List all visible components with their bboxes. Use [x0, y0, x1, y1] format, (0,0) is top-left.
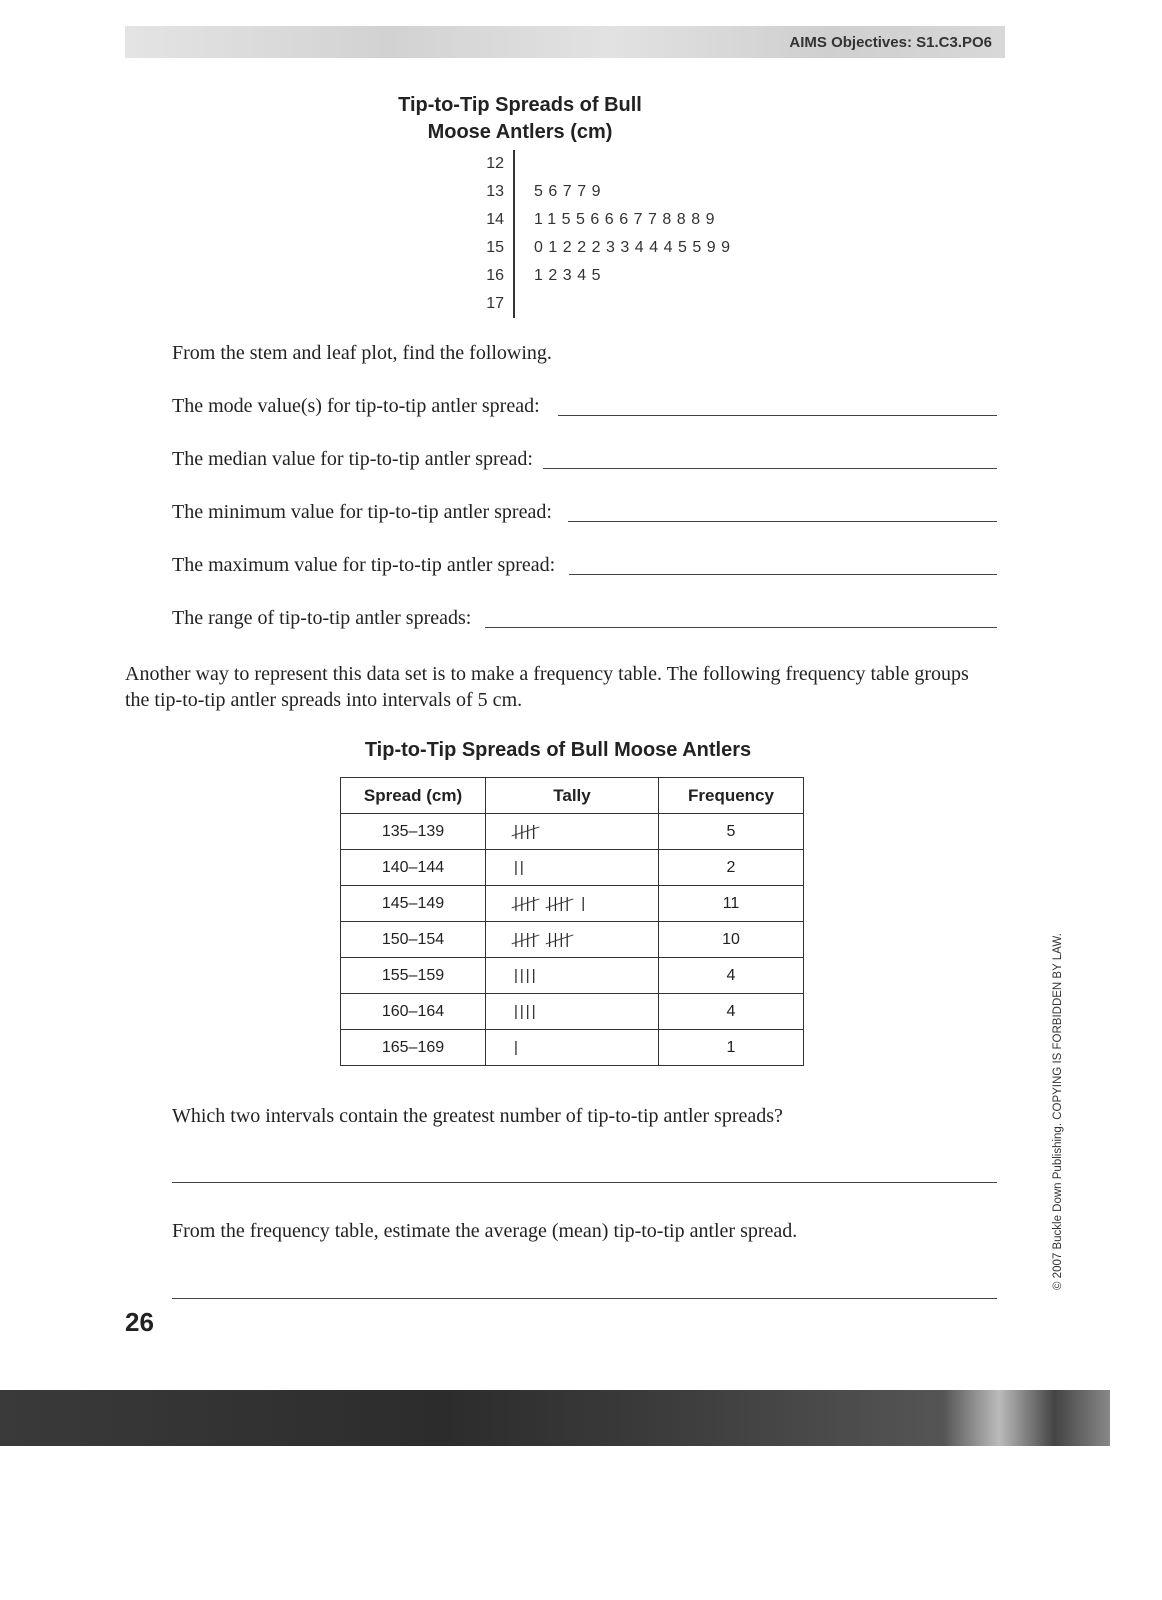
- header-tally: Tally: [486, 778, 659, 814]
- frequency-table-title: Tip-to-Tip Spreads of Bull Moose Antlers: [364, 739, 752, 761]
- tally-mark-group: ||||: [514, 822, 538, 840]
- leaves: 1155666778889: [534, 211, 720, 228]
- table-row: [341, 922, 804, 958]
- question-maximum-label: The maximum value for tip-to-tip antler spread:: [172, 554, 556, 576]
- frequency-table: [340, 777, 804, 1066]
- leaves: 12345: [534, 267, 606, 284]
- stem: 12: [478, 150, 515, 178]
- question-mode: [172, 395, 997, 418]
- answer-line-intervals[interactable]: [172, 1162, 997, 1183]
- spread-cell: 135–139: [341, 814, 486, 850]
- answer-line-range[interactable]: [485, 607, 997, 628]
- question-minimum: [172, 501, 997, 524]
- tally-mark-group: ||||: [514, 1002, 538, 1020]
- stem-row: [478, 178, 736, 206]
- answer-line-mode[interactable]: [558, 395, 997, 416]
- question-range-label: The range of tip-to-tip antler spreads:: [172, 607, 472, 629]
- scan-bottom-band: [0, 1390, 1110, 1446]
- tally-cell: [486, 958, 659, 994]
- question-median-label: The median value for tip-to-tip antler spread:: [172, 448, 533, 470]
- question-intervals: Which two intervals contain the greatest number of tip-to-tip antler spreads?: [172, 1105, 783, 1127]
- answer-line-maximum[interactable]: [569, 554, 997, 575]
- header-frequency: Frequency: [659, 778, 804, 814]
- stem-row: [478, 262, 736, 290]
- tally-cell: [486, 850, 659, 886]
- leaves: 01222334445599: [534, 239, 736, 256]
- spread-cell: 165–169: [341, 1030, 486, 1066]
- tally-mark-group: |: [514, 1038, 520, 1056]
- table-row: [341, 814, 804, 850]
- table-row: [341, 850, 804, 886]
- spread-cell: 160–164: [341, 994, 486, 1030]
- question-median: [172, 448, 997, 471]
- question-range: [172, 607, 997, 630]
- question-mean: From the frequency table, estimate the average (mean) tip-to-tip antler spread.: [172, 1220, 798, 1242]
- frequency-cell: 1: [659, 1030, 804, 1066]
- tally-cell: [486, 1030, 659, 1066]
- tally-cell: [486, 922, 659, 958]
- page-number: 26: [125, 1307, 154, 1337]
- tally-cell: [486, 994, 659, 1030]
- stem: 16: [478, 262, 515, 290]
- stem-row: [478, 150, 736, 178]
- table-row: [341, 1030, 804, 1066]
- aims-objectives: AIMS Objectives: S1.C3.PO6: [789, 34, 992, 51]
- stem: 13: [478, 178, 515, 206]
- tally-mark-group: |: [581, 894, 588, 912]
- tally-mark-group: ||: [514, 858, 526, 876]
- stem-leaf-title: [0, 92, 1040, 146]
- tally-mark-group: ||||: [547, 894, 572, 912]
- stem: 14: [478, 206, 515, 234]
- frequency-cell: 5: [659, 814, 804, 850]
- frequency-cell: 4: [659, 994, 804, 1030]
- question-maximum: [172, 554, 997, 577]
- tally-mark-group: ||||: [547, 930, 572, 948]
- stem-leaf-plot: [478, 150, 736, 318]
- table-header-row: [341, 778, 804, 814]
- spread-cell: 145–149: [341, 886, 486, 922]
- spread-cell: 140–144: [341, 850, 486, 886]
- questions-intro: From the stem and leaf plot, find the following.: [172, 342, 552, 364]
- frequency-cell: 2: [659, 850, 804, 886]
- spread-cell: 155–159: [341, 958, 486, 994]
- stem-row: [478, 206, 736, 234]
- answer-line-minimum[interactable]: [568, 501, 997, 522]
- copyright-notice: © 2007 Buckle Down Publishing. COPYING IS FORBIDDEN BY LAW.: [1052, 933, 1064, 1290]
- frequency-cell: 11: [659, 886, 804, 922]
- table-row: [341, 958, 804, 994]
- stem-leaf-title-line2: Moose Antlers (cm): [427, 121, 613, 143]
- answer-line-median[interactable]: [543, 448, 997, 469]
- stem-row: [478, 290, 736, 318]
- leaves: 56779: [534, 183, 606, 200]
- stem-row: [478, 234, 736, 262]
- question-minimum-label: The minimum value for tip-to-tip antler spread:: [172, 501, 552, 523]
- stem-leaf-title-line1: Tip-to-Tip Spreads of Bull: [398, 94, 642, 116]
- tally-mark-group: ||||: [514, 894, 538, 912]
- spread-cell: 150–154: [341, 922, 486, 958]
- table-row: [341, 886, 804, 922]
- frequency-cell: 10: [659, 922, 804, 958]
- stem: 17: [478, 290, 515, 318]
- frequency-table-paragraph: Another way to represent this data set is to make a frequency table. The following frequency table groups the tip-to-tip antler spreads into intervals of 5 cm.: [125, 663, 969, 711]
- table-row: [341, 994, 804, 1030]
- stem: 15: [478, 234, 515, 262]
- header-spread: Spread (cm): [341, 778, 486, 814]
- tally-cell: [486, 814, 659, 850]
- question-mode-label: The mode value(s) for tip-to-tip antler spread:: [172, 395, 540, 417]
- tally-mark-group: ||||: [514, 930, 538, 948]
- answer-line-mean[interactable]: [172, 1278, 997, 1299]
- frequency-cell: 4: [659, 958, 804, 994]
- tally-cell: [486, 886, 659, 922]
- tally-mark-group: ||||: [514, 966, 538, 984]
